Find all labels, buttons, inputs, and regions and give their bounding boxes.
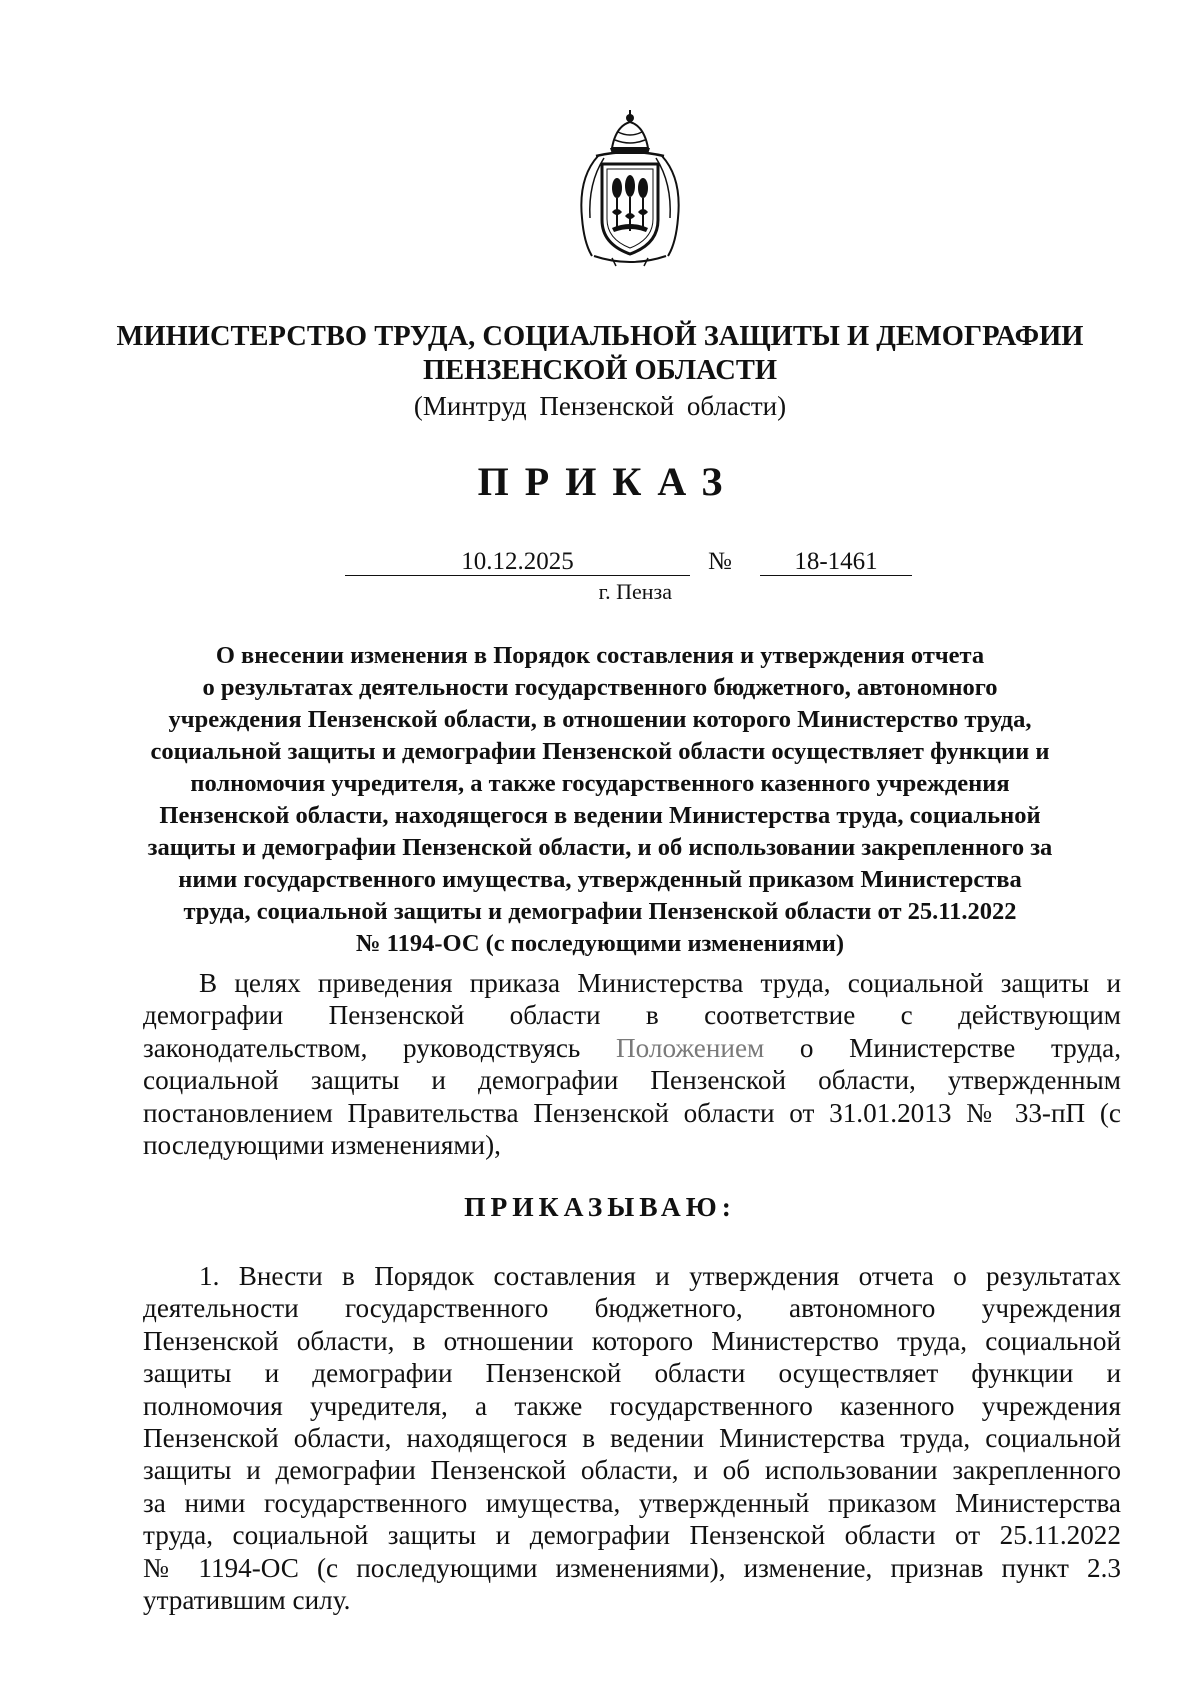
subject-line: социальной защиты и демографии Пензенской области осуществляет функции и <box>150 738 1050 765</box>
item-line: за ними государственного имущества, утвержденный приказом Министерства <box>143 1487 1121 1518</box>
preamble-line <box>143 1032 1121 1064</box>
preamble-text: о Министерстве труда, <box>764 1032 1121 1063</box>
subject-line: полномочия учредителя, а также государственного казенного учреждения <box>190 770 1010 797</box>
number-underline <box>760 575 912 576</box>
document-title: ПРИКАЗ <box>477 459 739 504</box>
item-line: труда, социальной защиты и демографии Пензенской области от 25.11.2022 <box>143 1520 1121 1551</box>
preamble-paragraph <box>143 967 1121 1161</box>
item-line: защиты и демографии Пензенской области, и об использовании закрепленного <box>143 1455 1121 1486</box>
document-city: г. Пенза <box>598 579 672 604</box>
item-line: полномочия учредителя, а также государственного казенного учреждения <box>143 1390 1121 1421</box>
organization-short-name: (Минтруд Пензенской области) <box>413 391 787 421</box>
subject-line: ними государственного имущества, утвержденный приказом Министерства <box>178 866 1022 893</box>
item-line: Пензенской области, в отношении которого Министерство труда, социальной <box>143 1325 1121 1356</box>
item-line: Пензенской области, находящегося в ведении Министерства труда, социальной <box>143 1423 1121 1454</box>
subject-line: О внесении изменения в Порядок составления и утверждения отчета <box>215 642 985 669</box>
item-line: 1. Внести в Порядок составления и утверждения отчета о результатах <box>199 1261 1121 1291</box>
date-underline <box>345 575 690 576</box>
preamble-text: законодательством, руководствуясь <box>143 1032 617 1063</box>
item-line: № 1194-ОС (с последующими изменениями), изменение, признав пункт 2.3 <box>143 1552 1121 1583</box>
item-1-paragraph <box>143 1260 1121 1616</box>
subject-line: учреждения Пензенской области, в отношении которого Министерство труда, <box>168 706 1032 733</box>
item-line: защиты и демографии Пензенской области осуществляет функции и <box>143 1358 1121 1389</box>
preamble-line: социальной защиты и демографии Пензенской области, утвержденным <box>143 1065 1121 1096</box>
number-sign: № <box>708 548 732 575</box>
document-date: 10.12.2025 <box>461 548 574 575</box>
document-number: 18-1461 <box>794 548 878 575</box>
organization-name-line-1: МИНИСТЕРСТВО ТРУДА, СОЦИАЛЬНОЙ ЗАЩИТЫ И ДЕМОГРАФИИ <box>116 321 1084 352</box>
coat-of-arms-icon <box>560 108 700 268</box>
preamble-line: В целях приведения приказа Министерства труда, социальной защиты и <box>199 968 1121 998</box>
subject-line: № 1194-ОС (с последующими изменениями) <box>355 930 845 957</box>
document-subject <box>130 640 1070 960</box>
preamble-line: последующими изменениями), <box>143 1130 501 1161</box>
item-line: утратившим силу. <box>143 1585 351 1616</box>
item-line: деятельности государственного бюджетного, автономного учреждения <box>143 1293 1121 1324</box>
organization-name-line-2: ПЕНЗЕНСКОЙ ОБЛАСТИ <box>422 355 778 386</box>
preamble-line: демографии Пензенской области в соответствие с действующим <box>143 1000 1121 1031</box>
subject-line: труда, социальной защиты и демографии Пензенской области от 25.11.2022 <box>183 898 1017 925</box>
regulation-link[interactable]: Положением <box>616 1032 765 1063</box>
subject-line: Пензенской области, находящегося в ведении Министерства труда, социальной <box>159 802 1041 829</box>
preamble-line: постановлением Правительства Пензенской области от 31.01.2013 № 33-пП (с <box>143 1097 1121 1128</box>
subject-line: о результатах деятельности государственного бюджетного, автономного <box>202 674 998 701</box>
order-heading: ПРИКАЗЫВАЮ: <box>464 1191 736 1222</box>
subject-line: защиты и демографии Пензенской области, и об использовании закрепленного за <box>147 834 1053 861</box>
